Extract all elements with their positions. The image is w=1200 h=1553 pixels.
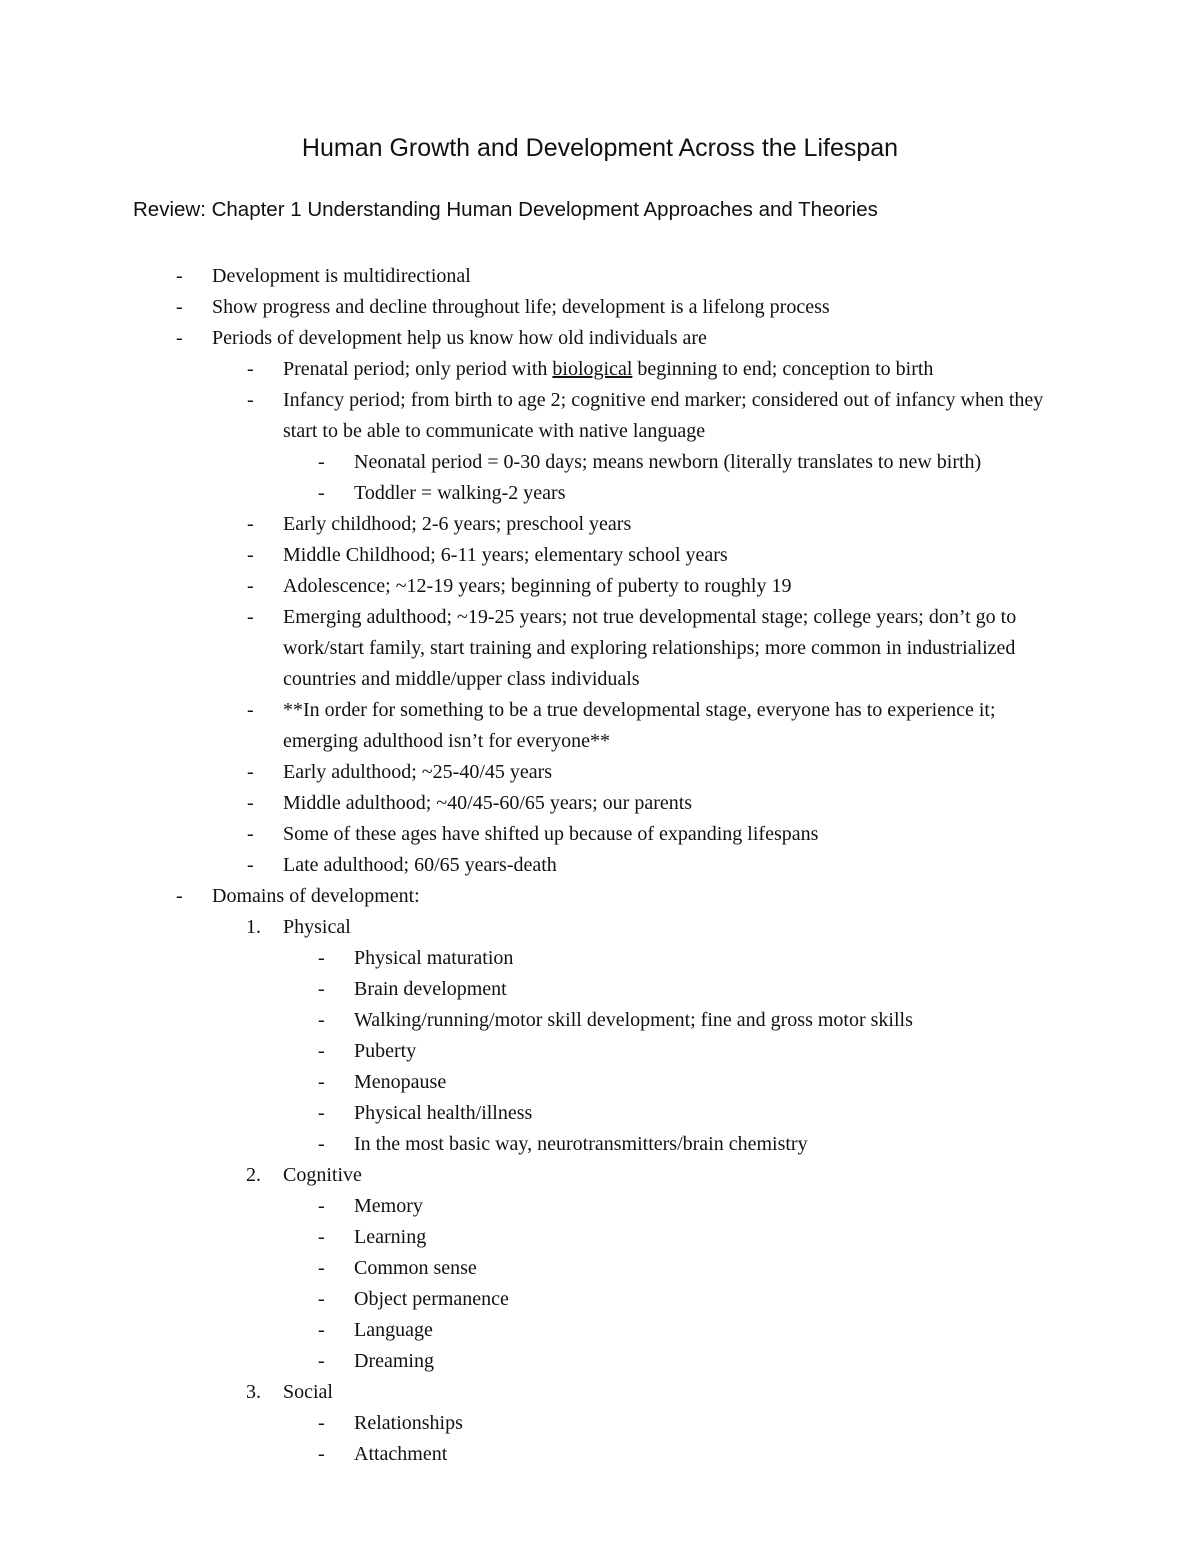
dash-marker: - — [247, 792, 254, 814]
dash-marker: - — [176, 327, 183, 349]
list-item — [0, 1253, 1200, 1284]
list-item-text: Show progress and decline throughout life; development is a lifelong process — [212, 296, 830, 318]
numbered-item-cognitive — [0, 1160, 1200, 1191]
list-item — [0, 943, 1200, 974]
dash-marker: - — [318, 451, 325, 473]
dash-marker: - — [247, 544, 254, 566]
list-item — [0, 695, 1200, 757]
list-item-text: Domains of development: — [212, 885, 420, 907]
list-item-text: Object permanence — [354, 1288, 509, 1310]
list-item-text: Memory — [354, 1195, 423, 1217]
list-item — [0, 850, 1200, 881]
dash-marker: - — [247, 699, 254, 721]
dash-marker: - — [318, 1257, 325, 1279]
list-item-text: Language — [354, 1319, 433, 1341]
list-item — [0, 478, 1200, 509]
list-item — [0, 788, 1200, 819]
numbered-item-physical — [0, 912, 1200, 943]
list-item — [0, 540, 1200, 571]
dash-marker: - — [318, 1040, 325, 1062]
list-item-text: Physical — [283, 916, 351, 938]
list-item — [0, 1098, 1200, 1129]
list-item — [0, 292, 1200, 323]
list-item-text: Learning — [354, 1226, 427, 1248]
list-item-text: Physical maturation — [354, 947, 514, 969]
list-item — [0, 323, 1200, 354]
list-item-text: Some of these ages have shifted up because of expanding lifespans — [283, 823, 819, 845]
dash-marker: - — [176, 296, 183, 318]
number-marker: 1. — [246, 916, 261, 938]
list-item-text: Common sense — [354, 1257, 477, 1279]
dash-marker: - — [318, 1288, 325, 1310]
list-item-text: Physical health/illness — [354, 1102, 533, 1124]
list-item — [0, 1129, 1200, 1160]
list-item — [0, 881, 1200, 912]
dash-marker: - — [318, 1412, 325, 1434]
list-item — [0, 1036, 1200, 1067]
list-item-text: Early childhood; 2-6 years; preschool years — [283, 513, 632, 535]
list-item-text: Periods of development help us know how old individuals are — [212, 327, 707, 349]
list-item-text — [283, 354, 1063, 385]
list-item-text: Development is multidirectional — [212, 265, 471, 287]
list-item — [0, 261, 1200, 292]
list-item — [0, 602, 1200, 695]
list-item-text: Middle Childhood; 6-11 years; elementary school years — [283, 544, 728, 566]
dash-marker: - — [247, 761, 254, 783]
list-item — [0, 1315, 1200, 1346]
dash-marker: - — [318, 1443, 325, 1465]
list-item — [0, 1067, 1200, 1098]
dash-marker: - — [247, 606, 254, 628]
dash-marker: - — [247, 358, 254, 380]
text-segment: Prenatal period; only period with — [283, 358, 553, 380]
dash-marker: - — [318, 1226, 325, 1248]
number-marker: 3. — [246, 1381, 261, 1403]
list-item — [0, 1346, 1200, 1377]
notes-list — [0, 261, 1200, 1470]
list-item-text: Emerging adulthood; ~19-25 years; not true developmental stage; college years; don’t go to work/start family, start training and exploring relationships; more common in industrialized countries and middle/upper class individuals — [283, 606, 1017, 690]
dash-marker: - — [247, 854, 254, 876]
list-item — [0, 757, 1200, 788]
list-item — [0, 1005, 1200, 1036]
dash-marker: - — [318, 1071, 325, 1093]
list-item — [0, 447, 1200, 478]
list-item — [0, 571, 1200, 602]
list-item-text: Attachment — [354, 1443, 448, 1465]
list-item-text: Early adulthood; ~25-40/45 years — [283, 761, 553, 783]
list-item-text: Social — [283, 1381, 333, 1403]
document-subtitle: Review: Chapter 1 Understanding Human Development Approaches and Theories — [133, 198, 878, 221]
list-item-text: Dreaming — [354, 1350, 434, 1372]
dash-marker: - — [318, 1102, 325, 1124]
document-title: Human Growth and Development Across the Lifespan — [301, 134, 899, 162]
dash-marker: - — [318, 482, 325, 504]
dash-marker: - — [318, 1350, 325, 1372]
list-item-text: Infancy period; from birth to age 2; cognitive end marker; considered out of infancy when they start to be able to communicate with native language — [283, 389, 1044, 442]
list-item-text: Relationships — [354, 1412, 463, 1434]
list-item-text: Neonatal period = 0-30 days; means newborn (literally translates to new birth) — [354, 451, 982, 473]
list-item-text: Middle adulthood; ~40/45-60/65 years; our parents — [283, 792, 693, 814]
list-item-text: Puberty — [354, 1040, 417, 1062]
list-item — [0, 974, 1200, 1005]
list-item — [0, 1439, 1200, 1470]
list-item-text: **In order for something to be a true developmental stage, everyone has to experience it; emerging adulthood isn’t for everyone** — [283, 699, 996, 752]
underlined-term: biological — [552, 358, 633, 380]
dash-marker: - — [318, 1319, 325, 1341]
dash-marker: - — [318, 1195, 325, 1217]
dash-marker: - — [318, 978, 325, 1000]
list-item-text: Brain development — [354, 978, 507, 1000]
list-item — [0, 1284, 1200, 1315]
list-item — [0, 1408, 1200, 1439]
dash-marker: - — [318, 1133, 325, 1155]
list-item-text: Walking/running/motor skill development; fine and gross motor skills — [354, 1009, 913, 1031]
dash-marker: - — [318, 947, 325, 969]
list-item — [0, 509, 1200, 540]
list-item — [0, 385, 1200, 447]
list-item-text: In the most basic way, neurotransmitters/brain chemistry — [354, 1133, 808, 1155]
dash-marker: - — [176, 265, 183, 287]
dash-marker: - — [247, 389, 254, 411]
dash-marker: - — [247, 823, 254, 845]
dash-marker: - — [247, 575, 254, 597]
dash-marker: - — [247, 513, 254, 535]
text-segment: beginning to end; conception to birth — [632, 358, 934, 380]
number-marker: 2. — [246, 1164, 261, 1186]
dash-marker: - — [318, 1009, 325, 1031]
list-item-text: Menopause — [354, 1071, 447, 1093]
list-item-text: Adolescence; ~12-19 years; beginning of puberty to roughly 19 — [283, 575, 792, 597]
dash-marker: - — [176, 885, 183, 907]
list-item — [0, 1191, 1200, 1222]
list-item-text: Toddler = walking-2 years — [354, 482, 566, 504]
list-item — [0, 819, 1200, 850]
numbered-item-social — [0, 1377, 1200, 1408]
list-item — [0, 354, 1200, 385]
list-item-text: Cognitive — [283, 1164, 362, 1186]
list-item-text: Late adulthood; 60/65 years-death — [283, 854, 557, 876]
list-item — [0, 1222, 1200, 1253]
